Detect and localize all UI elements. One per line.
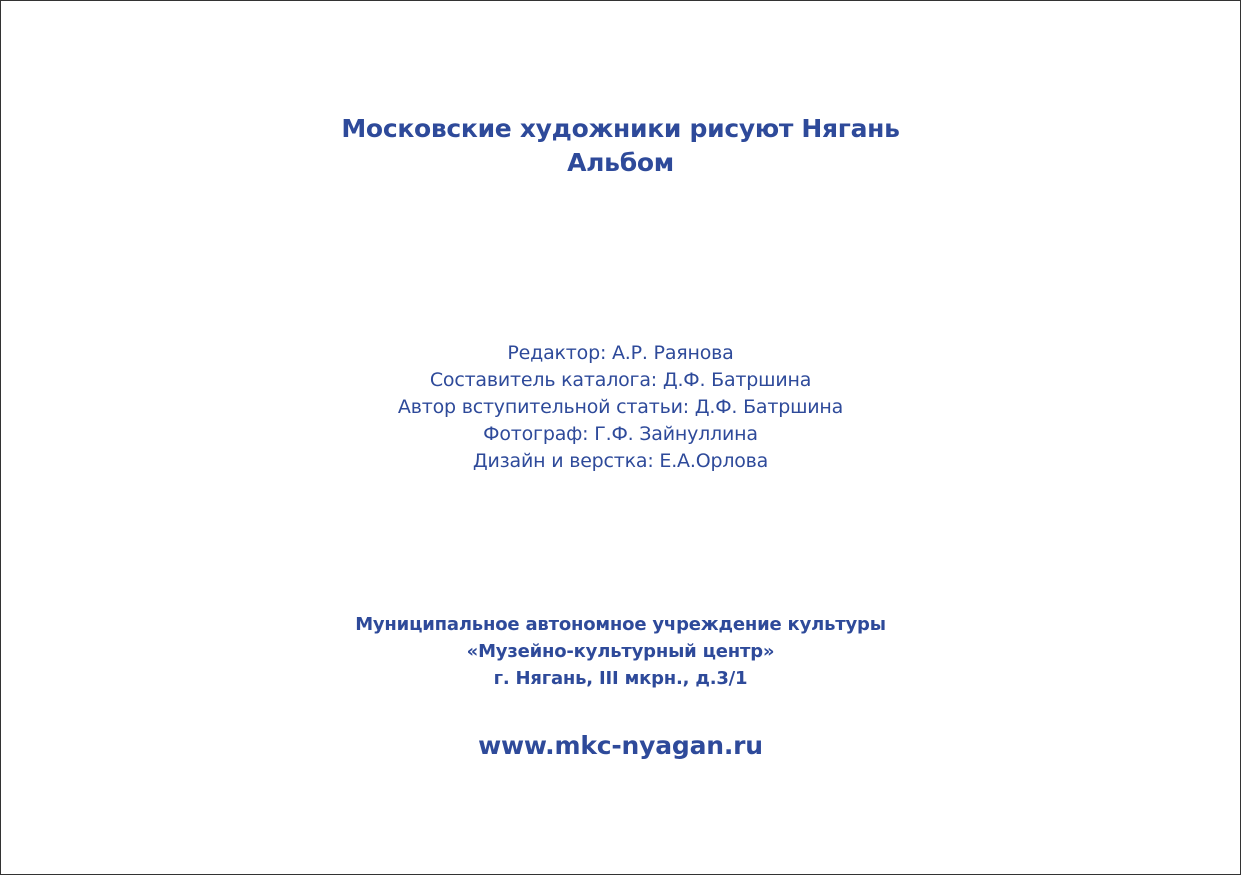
- publisher-address: г. Нягань, III мкрн., д.3/1: [493, 668, 748, 689]
- credit-design-layout: Дизайн и верстка: Е.А.Орлова: [472, 450, 769, 472]
- title-block: [0, 112, 1241, 180]
- publisher-institution: «Музейно-культурный центр»: [466, 641, 775, 662]
- album-title: Московские художники рисуют Нягань: [341, 114, 900, 143]
- album-subtitle: Альбом: [567, 148, 674, 177]
- credit-intro-author: Автор вступительной статьи: Д.Ф. Батршина: [397, 396, 844, 418]
- publisher-block: [0, 611, 1241, 692]
- publisher-name: Муниципальное автономное учреждение культуры: [355, 614, 886, 635]
- credits-block: [0, 340, 1241, 475]
- website-link[interactable]: www.mkc-nyagan.ru: [478, 731, 763, 760]
- credit-editor: Редактор: А.Р. Раянова: [507, 342, 734, 364]
- credit-photographer: Фотограф: Г.Ф. Зайнуллина: [483, 423, 758, 445]
- credit-catalog-compiler: Составитель каталога: Д.Ф. Батршина: [429, 369, 812, 391]
